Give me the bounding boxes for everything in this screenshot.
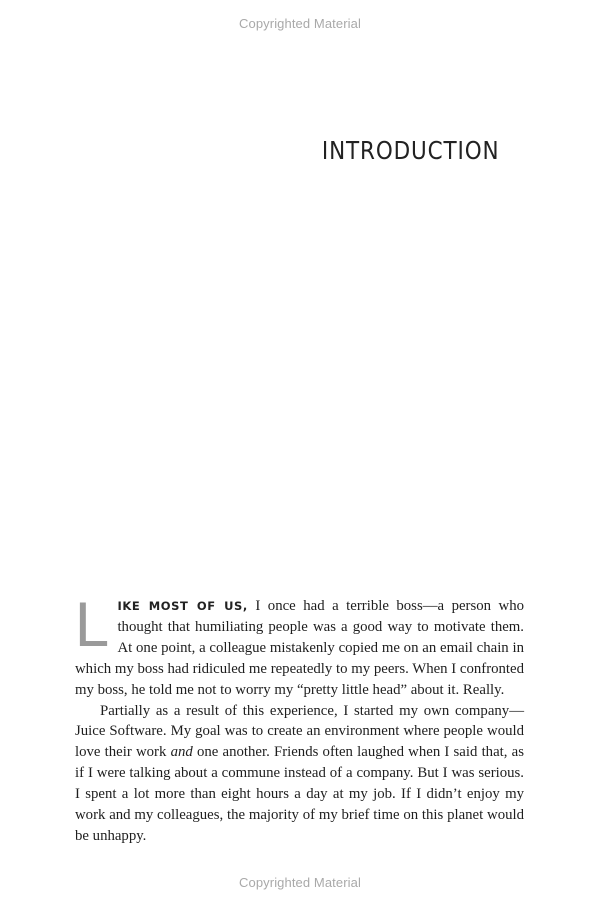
body-text [74,591,525,847]
paragraph-2 [75,701,524,847]
copyright-watermark-top: Copyrighted Material [239,16,361,31]
paragraph-1 [74,591,525,701]
paragraph-2-text-after: one another. Friends often laughed when I said that, as if I were talking about a commune instead of a company. But I was serious. I spent a lot more than eight hours a day at my job. If I didn’t enjoy my work and my colleagues, the majority of my brief time on this planet would be unhappy. [75,744,524,844]
paragraph-1-text: I once had a terrible boss—a person who thought that humiliating people was a good way to motivate them. At one point, a colleague mistakenly copied me on an email chain in which my boss had ridiculed me repeatedly to my peers. When I confronted my boss, he told me not to worry my “pretty little head” about it. Really. [75,598,525,698]
paragraph-2-text-before: Partially as a result of this experience, I started my own company—Juice Software. My goal was to create an environment where people would love their work [75,702,524,761]
copyright-watermark-bottom: Copyrighted Material [239,875,361,890]
lead-in-small-caps: IKE MOST OF US, [117,599,248,613]
chapter-title: INTRODUCTION [321,136,499,165]
drop-cap: L [74,591,108,661]
paragraph-2-emphasis: and [170,744,193,761]
